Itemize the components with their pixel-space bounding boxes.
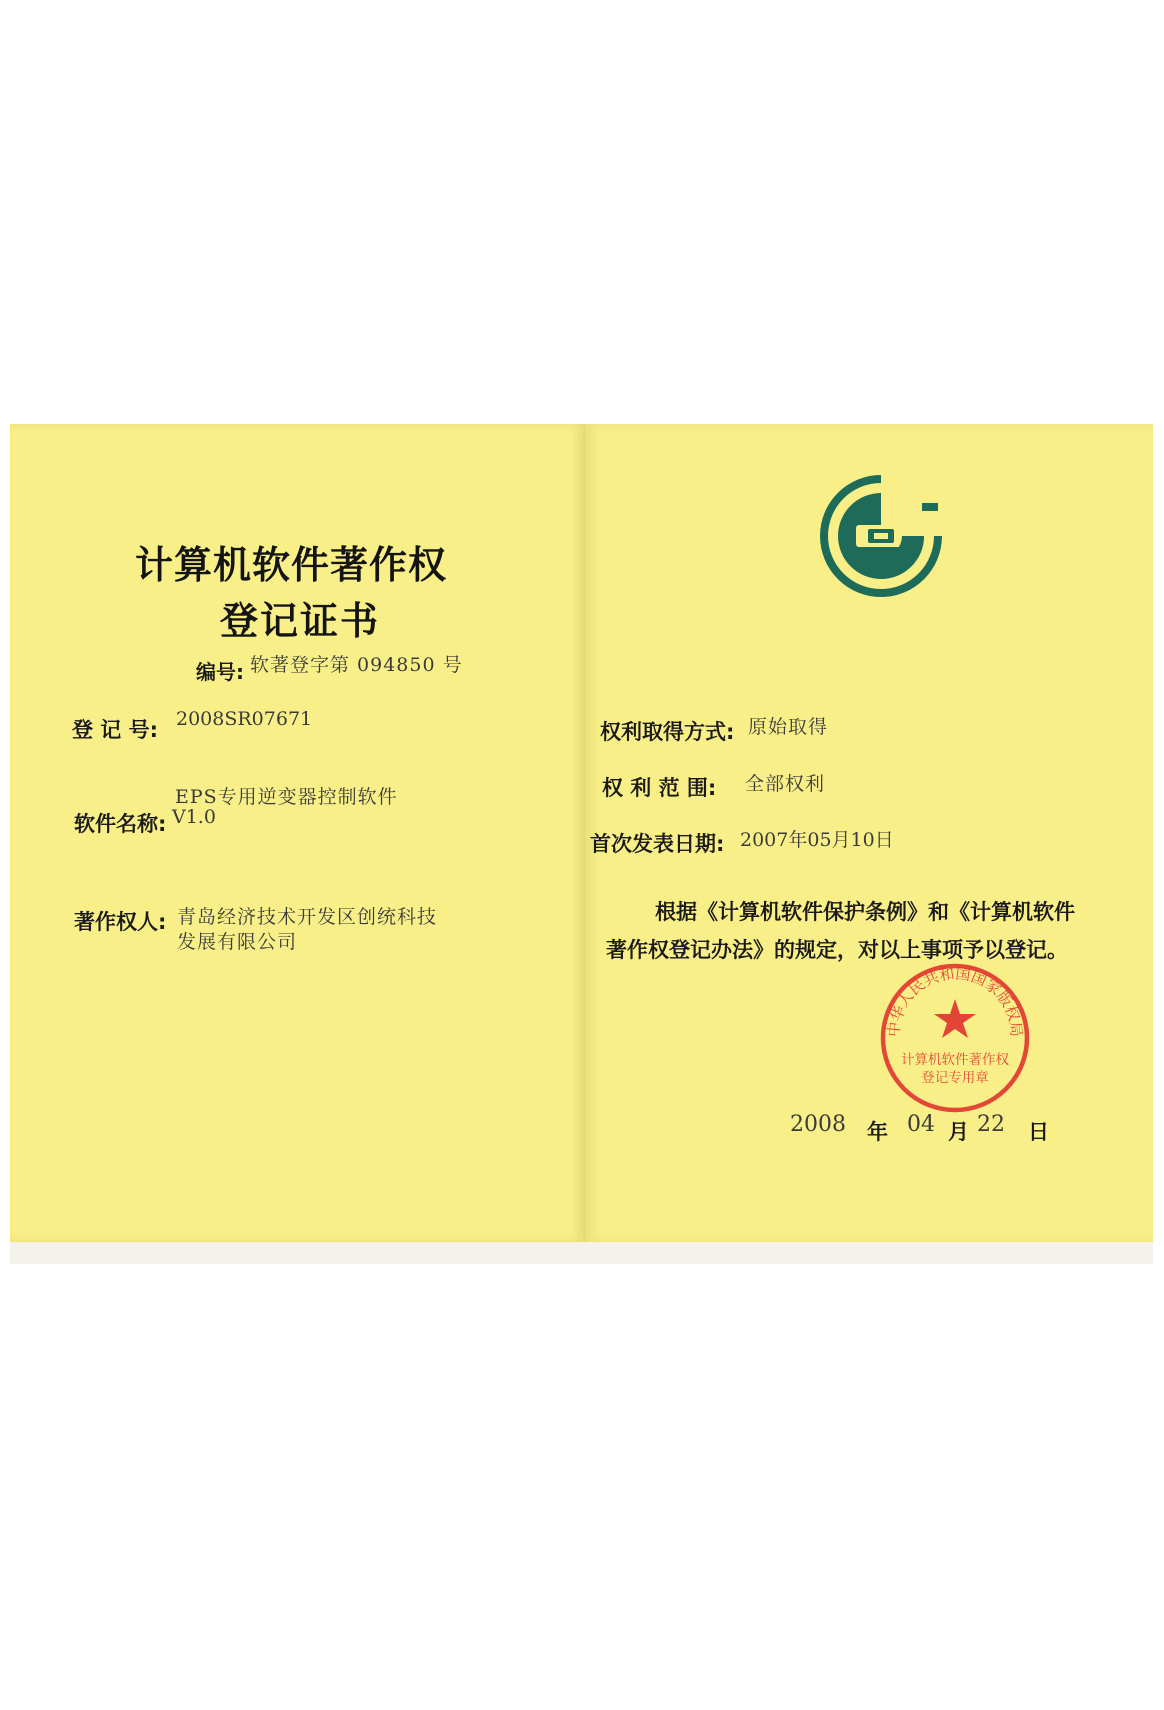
statement-line2: 著作权登记办法》的规定，对以上事项予以登记。	[606, 937, 1068, 962]
scope-label: 权 利 范 围:	[602, 776, 717, 800]
owner-label: 著作权人:	[74, 910, 167, 934]
reg-no-label: 登 记 号:	[72, 718, 159, 742]
left-page	[10, 424, 584, 1242]
certificate-title-line1: 计算机软件著作权	[135, 543, 448, 587]
issue-day-unit: 日	[1028, 1120, 1049, 1144]
star-icon	[934, 999, 976, 1038]
seal-inner-line1: 计算机软件著作权	[901, 1052, 1009, 1068]
issue-year-unit: 年	[867, 1120, 888, 1144]
seal-outer-text: 中华人民共和国国家版权局	[884, 964, 1026, 1038]
issue-year: 2008	[790, 1112, 846, 1137]
issue-month: 04	[907, 1112, 935, 1137]
software-name-line1: EPS专用逆变器控制软件	[175, 786, 398, 808]
reg-no-value: 2008SR07671	[176, 708, 313, 730]
copyright-emblem-icon	[816, 471, 946, 601]
software-name-line2: V1.0	[172, 806, 216, 828]
bottom-paper-edge	[10, 1242, 1153, 1264]
first-pub-label: 首次发表日期:	[590, 832, 725, 856]
owner-line2: 发展有限公司	[177, 931, 298, 953]
official-seal	[878, 961, 1032, 1115]
acquire-label: 权利取得方式:	[600, 720, 735, 744]
owner-line1: 青岛经济技术开发区创统科技	[177, 906, 438, 928]
scope-value: 全部权利	[745, 773, 826, 795]
serial-value: 软著登字第 094850 号	[250, 654, 463, 676]
issue-day: 22	[977, 1112, 1005, 1137]
certificate-title-line2: 登记证书	[220, 599, 381, 643]
acquire-value: 原始取得	[748, 716, 829, 738]
statement-line1: 根据《计算机软件保护条例》和《计算机软件	[655, 899, 1075, 924]
software-name-label: 软件名称:	[74, 812, 167, 836]
serial-label: 编号:	[196, 660, 244, 684]
certificate-sheet	[10, 424, 1153, 1264]
seal-inner-line2: 登记专用章	[921, 1070, 989, 1086]
issue-month-unit: 月	[948, 1120, 969, 1144]
first-pub-value: 2007年05月10日	[740, 829, 894, 851]
